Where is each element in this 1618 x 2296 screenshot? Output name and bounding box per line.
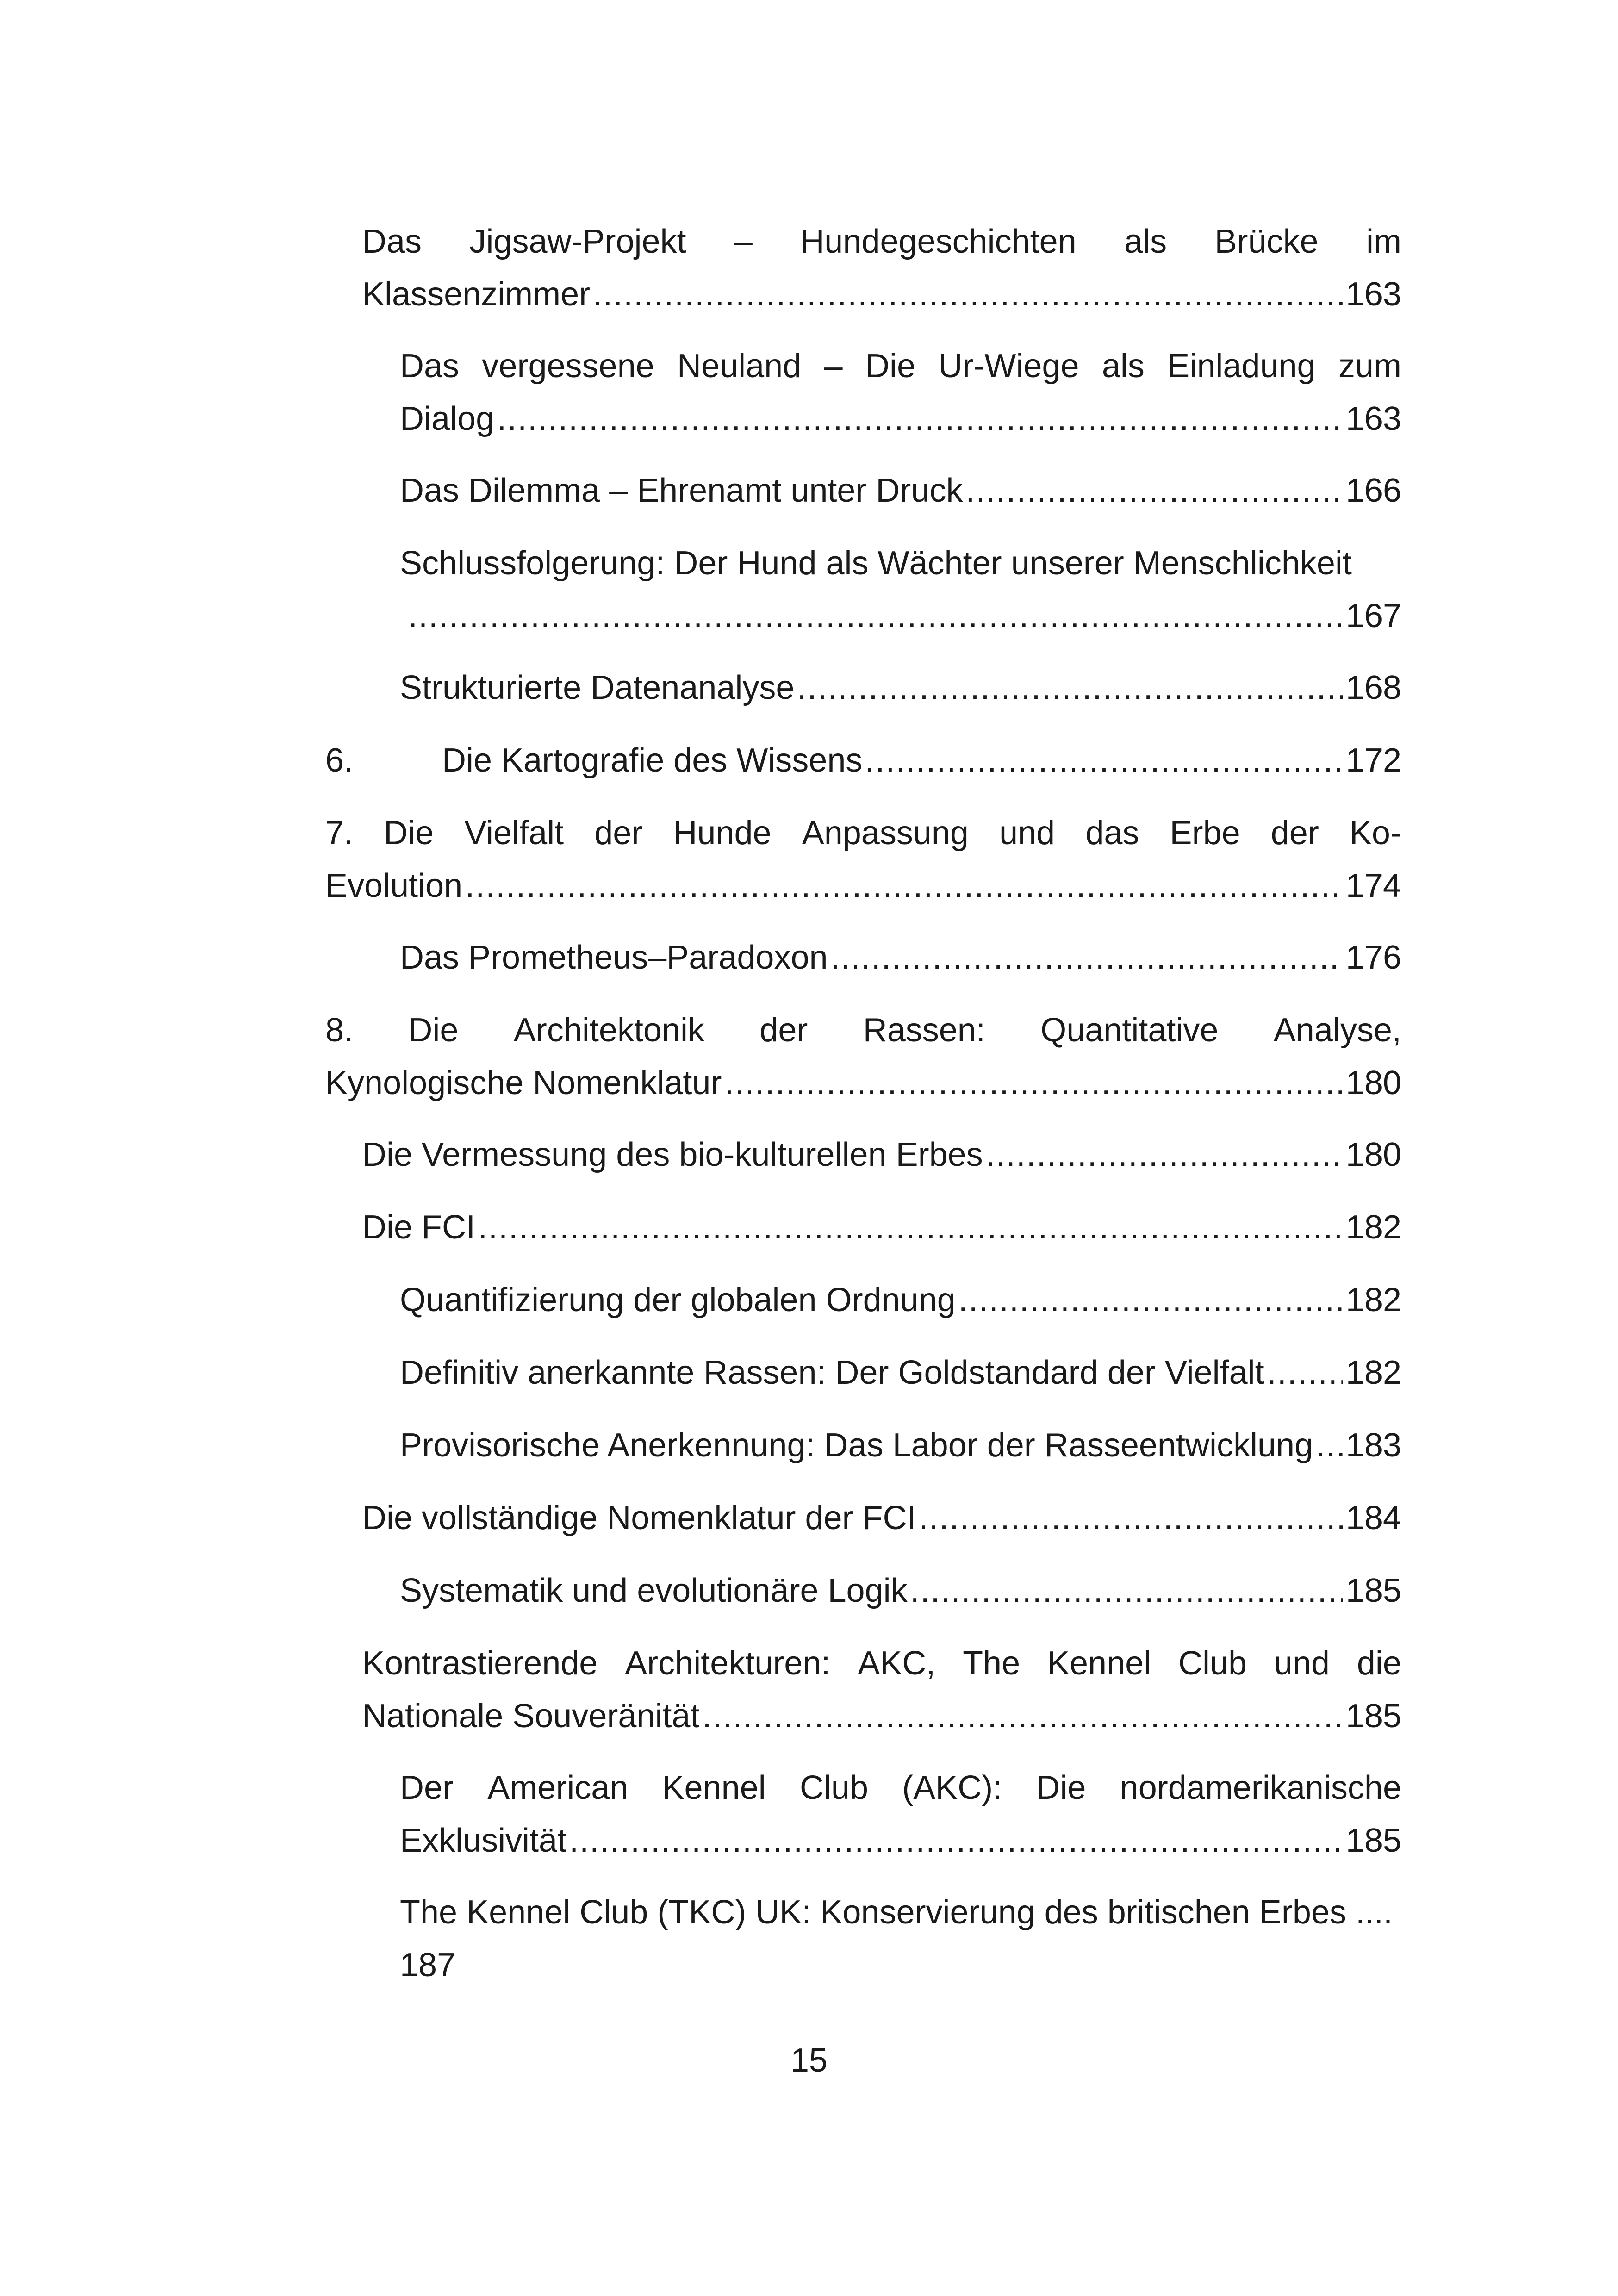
toc-entry-leader-line <box>362 268 1401 321</box>
toc-entry-title: Das Dilemma – Ehrenamt unter Druck <box>400 472 963 509</box>
toc-page-number: 168 <box>1345 669 1401 706</box>
word: Brücke <box>1214 223 1319 260</box>
toc-entry-title: Provisorische Anerkennung: Das Labor der Rasseentwicklung <box>400 1427 1313 1464</box>
toc-entry-title: Exklusivität <box>400 1822 567 1859</box>
toc-page-number: 185 <box>1345 1822 1401 1859</box>
toc-entry-title-line <box>400 537 1401 590</box>
word: als <box>1124 223 1167 260</box>
word: Kennel <box>1047 1645 1151 1682</box>
toc-entry-title: Evolution <box>325 867 463 904</box>
dot-leader <box>865 734 1343 787</box>
toc-entry-title: Die Kartografie des Wissens <box>442 742 863 779</box>
toc-entry-leader-line <box>362 1128 1401 1181</box>
word: Architektonik <box>513 1012 704 1049</box>
word: Hundegeschichten <box>800 223 1077 260</box>
word: zum <box>1338 348 1401 385</box>
word: Jigsaw-Projekt <box>469 223 686 260</box>
toc-entry[interactable] <box>400 1564 1401 1617</box>
toc-entry-page-line <box>400 1939 1401 1991</box>
toc-entry-title: Die vollständige Nomenklatur der FCI <box>362 1500 916 1537</box>
toc-entry-leader-line <box>362 1201 1401 1254</box>
toc-entry[interactable] <box>362 1492 1401 1544</box>
toc-page-number: 176 <box>1345 939 1401 976</box>
word: Neuland <box>677 348 802 385</box>
toc-entry-leader-line <box>400 1419 1401 1472</box>
dot-leader <box>1316 1419 1343 1472</box>
toc-entry[interactable] <box>400 661 1401 714</box>
toc-page-number: 182 <box>1345 1209 1401 1246</box>
toc-page-number: 163 <box>1345 400 1401 437</box>
chapter-number: 7. <box>325 815 354 852</box>
word: Einladung <box>1167 348 1316 385</box>
toc-entry-leader-line <box>362 1492 1401 1544</box>
toc-entry-leader-line <box>400 661 1401 714</box>
word: der <box>1270 815 1319 852</box>
dot-leader <box>919 1492 1343 1544</box>
word: Club <box>799 1769 869 1806</box>
word: Anpassung <box>802 815 969 852</box>
word: Quantitative <box>1040 1012 1219 1049</box>
dot-leader <box>724 1057 1343 1109</box>
word: Der <box>400 1769 454 1806</box>
toc-page-number: 180 <box>1345 1064 1401 1101</box>
word: Analyse, <box>1273 1012 1401 1049</box>
word: der <box>594 815 643 852</box>
toc-entry[interactable] <box>362 1201 1401 1254</box>
toc-entry-leader-line <box>400 1564 1401 1617</box>
word: (AKC): <box>902 1769 1002 1806</box>
toc-entry-leader-line <box>325 859 1401 912</box>
word: und <box>999 815 1055 852</box>
toc-entry-title: Klassenzimmer <box>362 276 591 313</box>
toc-entry[interactable] <box>400 1274 1401 1326</box>
toc-page-number: 166 <box>1345 472 1401 509</box>
toc-entry[interactable] <box>325 734 1401 787</box>
toc-entry-leader-line <box>400 1814 1401 1867</box>
word: vergessene <box>482 348 654 385</box>
word: Ko- <box>1349 815 1401 852</box>
toc-entry-title: Quantifizierung der globalen Ordnung <box>400 1282 956 1319</box>
toc-entry-title: Schlussfolgerung: Der Hund als Wächter unserer Menschlichkeit <box>400 545 1352 582</box>
word: Club <box>1178 1645 1247 1682</box>
toc-page-number: 180 <box>1345 1136 1401 1173</box>
toc-entry-title: Strukturierte Datenanalyse <box>400 669 795 706</box>
page-number: 15 <box>790 2042 828 2079</box>
dot-leader <box>797 661 1343 714</box>
toc-entry[interactable] <box>362 1128 1401 1181</box>
toc-page-number: 163 <box>1345 276 1401 313</box>
toc-entry[interactable] <box>400 464 1401 517</box>
toc-entry-title: Kynologische Nomenklatur <box>325 1064 722 1101</box>
toc-entry-leader-line <box>400 1274 1401 1326</box>
toc-entry[interactable] <box>400 931 1401 984</box>
dot-leader <box>958 1274 1343 1326</box>
word: – <box>734 223 753 260</box>
dot-leader <box>478 1201 1343 1254</box>
dot-leader <box>497 392 1343 445</box>
word: als <box>1101 348 1145 385</box>
word: im <box>1366 223 1401 260</box>
toc-entry[interactable] <box>400 1419 1401 1472</box>
toc-entry-title: Das Prometheus–Paradoxon <box>400 939 828 976</box>
dot-leader <box>965 464 1343 517</box>
word: der <box>759 1012 808 1049</box>
toc-entry-leader-line <box>400 931 1401 984</box>
word: Das <box>400 348 460 385</box>
word: AKC, <box>858 1645 936 1682</box>
toc-entry-title: Systematik und evolutionäre Logik <box>400 1572 908 1609</box>
toc-page-number: 167 <box>1345 597 1401 635</box>
toc-entry-leader-line <box>325 734 1401 787</box>
toc-entry-title-line <box>400 1886 1401 1939</box>
dot-leader <box>1267 1346 1343 1399</box>
toc-entry-title: Die Vermessung des bio-kulturellen Erbes <box>362 1136 983 1173</box>
toc-page-number: 185 <box>1345 1572 1401 1609</box>
toc-entry-leader-line <box>400 590 1401 642</box>
toc-entry-title-line <box>400 340 1401 392</box>
dot-leader <box>702 1690 1343 1742</box>
word: nordamerikanische <box>1120 1769 1401 1806</box>
toc-entry[interactable] <box>362 215 1401 321</box>
word: Erbe <box>1170 815 1240 852</box>
word: The <box>963 1645 1021 1682</box>
word: Die <box>1036 1769 1086 1806</box>
toc-entry[interactable] <box>400 1886 1401 1991</box>
word: Ur-Wiege <box>938 348 1079 385</box>
word: Die <box>384 815 434 852</box>
toc-entry-leader-line <box>400 392 1401 445</box>
dot-leader <box>831 931 1343 984</box>
toc-entry-title-line <box>325 807 1401 859</box>
toc-entry-leader-line <box>362 1690 1401 1742</box>
chapter-number: 8. <box>325 1012 354 1049</box>
word: Die <box>408 1012 459 1049</box>
dot-leader <box>465 859 1343 912</box>
toc-entry-leader-line <box>325 1057 1401 1109</box>
toc-entry[interactable] <box>362 1637 1401 1742</box>
toc-entry-title-line <box>362 215 1401 268</box>
toc-entry-title: Die FCI <box>362 1209 476 1246</box>
dot-leader <box>569 1814 1343 1867</box>
word: Rassen: <box>863 1012 985 1049</box>
word: Hunde <box>673 815 772 852</box>
toc-page-number: 182 <box>1345 1282 1401 1319</box>
word: das <box>1085 815 1139 852</box>
word: Kontrastierende <box>362 1645 598 1682</box>
toc-page-number: 174 <box>1345 867 1401 904</box>
word: Kennel <box>662 1769 766 1806</box>
word: Vielfalt <box>464 815 564 852</box>
toc-entry[interactable] <box>400 1346 1401 1399</box>
word: American <box>487 1769 629 1806</box>
toc-entry-leader-line <box>400 1346 1401 1399</box>
toc-entry[interactable] <box>400 537 1401 642</box>
toc-entry-title-line <box>362 1637 1401 1690</box>
toc-page-number: 185 <box>1345 1698 1401 1735</box>
toc-entry-title: Dialog <box>400 400 495 437</box>
toc-entry[interactable] <box>325 807 1401 912</box>
toc-entry[interactable] <box>400 1761 1401 1867</box>
toc-page-number: 187 <box>400 1947 456 1984</box>
toc-page-number: 182 <box>1345 1354 1401 1391</box>
toc-page-number: 172 <box>1345 742 1401 779</box>
word: Architekturen: <box>625 1645 831 1682</box>
dot-leader <box>593 268 1343 321</box>
word: und <box>1274 1645 1330 1682</box>
toc-page-number: 183 <box>1345 1427 1401 1464</box>
word: Die <box>865 348 916 385</box>
toc-entry-title-line <box>325 1004 1401 1057</box>
dot-leader <box>986 1128 1343 1181</box>
dot-leader <box>910 1564 1343 1617</box>
chapter-number: 6. <box>325 742 354 779</box>
toc-entry-title: Nationale Souveränität <box>362 1698 700 1735</box>
toc-entry-title-line <box>400 1761 1401 1814</box>
toc-entry-title: Definitiv anerkannte Rassen: Der Goldstandard der Vielfalt <box>400 1354 1264 1391</box>
toc-entry[interactable] <box>400 340 1401 445</box>
toc-entry[interactable] <box>325 1004 1401 1109</box>
toc-entry-leader-line <box>400 464 1401 517</box>
dot-leader <box>408 590 1343 642</box>
toc-page-number: 184 <box>1345 1500 1401 1537</box>
word: – <box>824 348 843 385</box>
word: Das <box>362 223 422 260</box>
word: die <box>1357 1645 1401 1682</box>
toc-entry-title: The Kennel Club (TKC) UK: Konservierung des britischen Erbes .... <box>400 1894 1393 1931</box>
